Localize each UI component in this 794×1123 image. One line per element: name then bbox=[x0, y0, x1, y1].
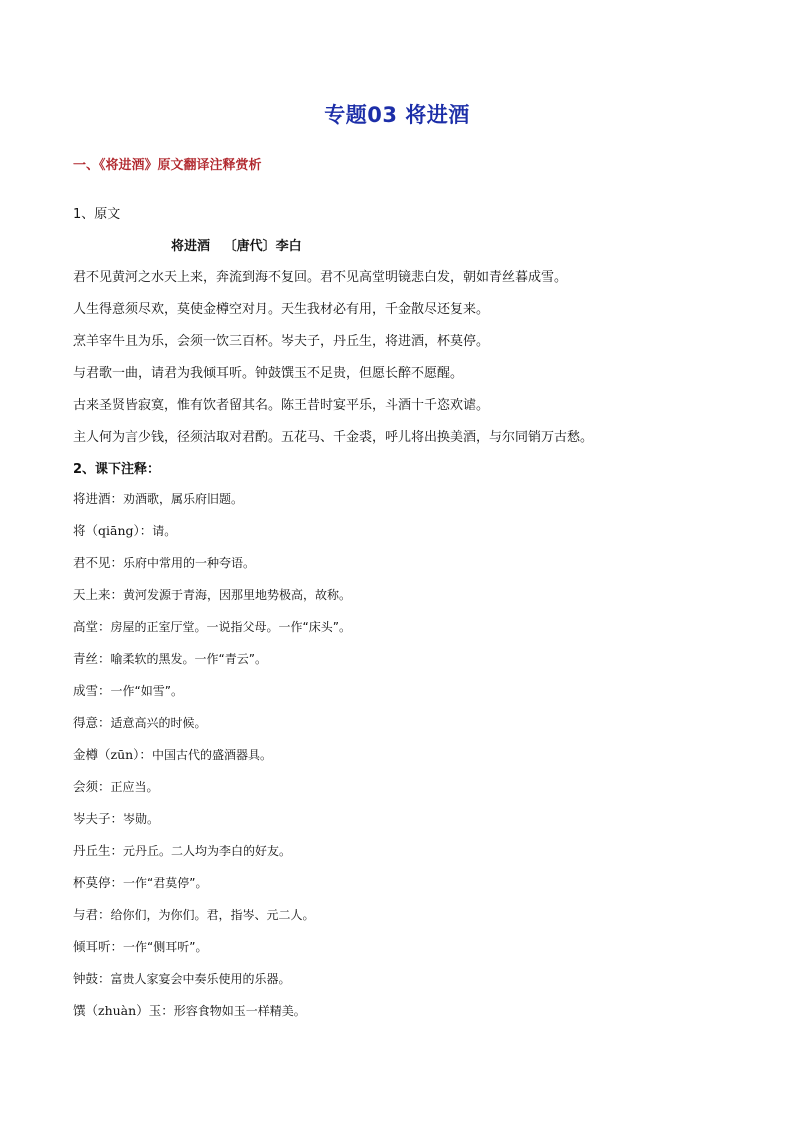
note-item bbox=[73, 585, 351, 603]
note-definition: 一作“侧耳听”。 bbox=[123, 940, 208, 954]
note-item bbox=[73, 841, 291, 859]
note-definition: 一作“君莫停”。 bbox=[123, 876, 208, 890]
note-definition: 黄河发源于青海，因那里地势极高，故称。 bbox=[123, 588, 352, 602]
note-item bbox=[73, 649, 267, 667]
note-item bbox=[73, 617, 351, 635]
note-item bbox=[73, 809, 159, 827]
note-definition: 中国古代的盛酒器具。 bbox=[151, 748, 272, 762]
section-heading: 一、《将进酒》原文翻译注释赏析 bbox=[73, 158, 262, 173]
note-term: 馔（zhuàn）玉： bbox=[73, 1003, 174, 1018]
note-item bbox=[73, 489, 243, 507]
note-item bbox=[73, 681, 183, 699]
note-term: 与君： bbox=[73, 907, 111, 922]
note-term: 将进酒： bbox=[73, 491, 124, 506]
note-item bbox=[73, 521, 176, 539]
note-term: 将（qiāng）： bbox=[73, 523, 153, 538]
note-term: 青丝： bbox=[73, 651, 111, 666]
note-definition: 元丹丘。二人均为李白的好友。 bbox=[123, 844, 292, 858]
poem-line: 古来圣贤皆寂寞，惟有饮者留其名。陈王昔时宴平乐，斗酒十千恣欢谑。 bbox=[73, 398, 490, 413]
note-item bbox=[73, 905, 315, 923]
note-term: 高堂： bbox=[73, 619, 111, 634]
note-term: 成雪： bbox=[73, 683, 111, 698]
note-item bbox=[73, 873, 207, 891]
note-term: 天上来： bbox=[73, 587, 124, 602]
note-term: 君不见： bbox=[73, 555, 124, 570]
note-definition: 适意高兴的时候。 bbox=[110, 716, 207, 730]
note-definition: 一作“如雪”。 bbox=[110, 684, 183, 698]
note-definition: 请。 bbox=[152, 524, 177, 538]
note-term: 金樽（zūn）： bbox=[73, 747, 152, 762]
note-term: 钟鼓： bbox=[73, 971, 111, 986]
poem-line: 主人何为言少钱，径须沽取对君酌。五花马、千金裘，呼儿将出换美酒，与尔同销万古愁。 bbox=[73, 430, 594, 445]
note-term: 倾耳听： bbox=[73, 939, 124, 954]
note-definition: 形容食物如玉一样精美。 bbox=[173, 1004, 306, 1018]
note-term: 得意： bbox=[73, 715, 111, 730]
note-definition: 乐府中常用的一种夸语。 bbox=[123, 556, 256, 570]
note-item bbox=[73, 713, 207, 731]
poem-title: 将进酒 〔唐代〕李白 bbox=[171, 239, 302, 254]
poem-line: 烹羊宰牛且为乐，会须一饮三百杯。岑夫子，丹丘生，将进酒，杯莫停。 bbox=[73, 334, 490, 349]
note-item bbox=[73, 1001, 306, 1019]
note-term: 杯莫停： bbox=[73, 875, 124, 890]
poem-line: 与君歌一曲，请君为我倾耳听。钟鼓馔玉不足贵，但愿长醉不愿醒。 bbox=[73, 366, 464, 381]
note-definition: 劝酒歌，属乐府旧题。 bbox=[123, 492, 244, 506]
note-definition: 富贵人家宴会中奏乐使用的乐器。 bbox=[110, 972, 291, 986]
poem-line: 人生得意须尽欢，莫使金樽空对月。天生我材必有用，千金散尽还复来。 bbox=[73, 302, 490, 317]
note-definition: 房屋的正室厅堂。一说指父母。一作“床头”。 bbox=[110, 620, 351, 634]
note-term: 岑夫子： bbox=[73, 811, 124, 826]
note-definition: 喻柔软的黑发。一作“青云”。 bbox=[110, 652, 267, 666]
note-item bbox=[73, 777, 159, 795]
notes-heading: 2、课下注释： bbox=[73, 462, 161, 477]
note-item bbox=[73, 553, 255, 571]
document-title: 专题03 将进酒 bbox=[324, 103, 470, 127]
note-item bbox=[73, 937, 207, 955]
note-term: 丹丘生： bbox=[73, 843, 124, 858]
note-definition: 岑勋。 bbox=[123, 812, 160, 826]
note-item bbox=[73, 969, 291, 987]
note-item bbox=[73, 745, 272, 763]
note-term: 会须： bbox=[73, 779, 111, 794]
note-definition: 给你们，为你们。君，指岑、元二人。 bbox=[110, 908, 315, 922]
original-heading: 1、原文 bbox=[73, 207, 121, 222]
poem-line: 君不见黄河之水天上来，奔流到海不复回。君不见高堂明镜悲白发，朝如青丝暮成雪。 bbox=[73, 270, 568, 285]
note-definition: 正应当。 bbox=[110, 780, 159, 794]
